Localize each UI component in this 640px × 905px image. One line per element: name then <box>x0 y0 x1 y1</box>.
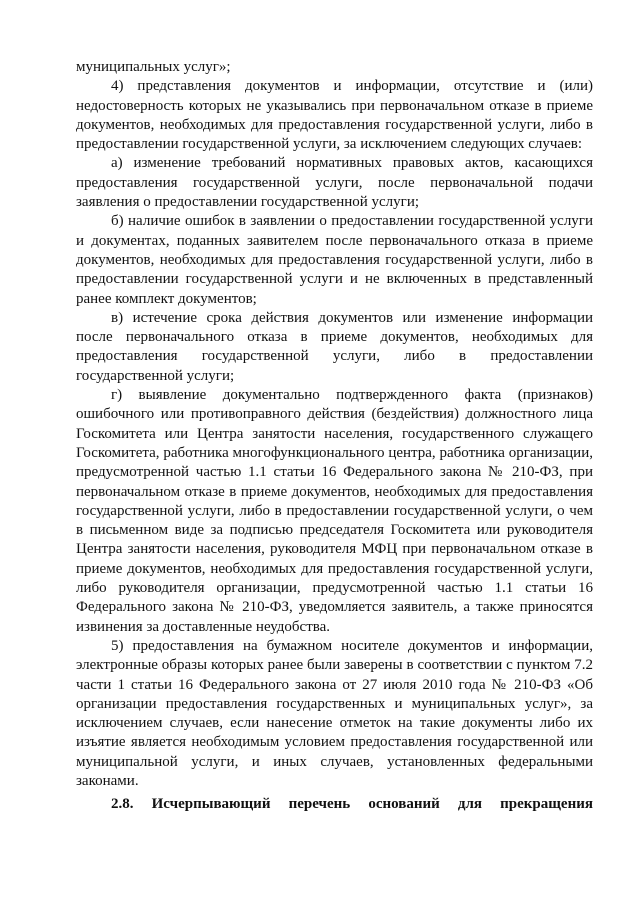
paragraph-item-5: 5) предоставления на бумажном носителе документов и информации, электронные образы которых ранее были заверены в соответствии с пунктом 7.2 части 1 статьи 16 Федерального закона от 27 июля 2010 года № 210-ФЗ «Об организации предоставления государственных и муниципальных услуг», за исключением случаев, если нанесение отметок на такие документы либо их изъятие является необходимым условием предоставления государственной или муниципальной услуги, и иных случаев, установленных федеральными законами. <box>76 637 593 789</box>
paragraph-subitem-g: г) выявление документально подтвержденного факта (признаков) ошибочного или противоправного действия (бездействия) должностного лица Госкомитета или Центра занятости населения, государственного служащего Госкомитета, работника многофункционального центра, работника организации, предусмотренной частью 1.1 статьи 16 Федерального закона № 210-ФЗ, при первоначальном отказе в приеме документов, необходимых для предоставления государственной услуги, либо в предоставлении государственной услуги, о чем в письменном виде за подписью председателя Госкомитета или руководителя Центра занятости населения, руководителя МФЦ при первоначальном отказе в приеме документов, необходимых для предоставления государственной услуги, либо руководителя организации, предусмотренной частью 1.1 статьи 16 Федерального закона № 210-ФЗ, уведомляется заявитель, а также приносятся извинения за доставленные неудобства. <box>76 387 593 635</box>
document-page <box>76 58 593 815</box>
paragraph-subitem-v: в) истечение срока действия документов или изменение информации после первоначального отказа в приеме документов, необходимых для предоставления государственной услуги, либо в предоставлении государственной услуги; <box>76 309 593 384</box>
paragraph-item-4: 4) представления документов и информации, отсутствие и (или) недостоверность которых не указывались при первоначальном отказе в приеме документов, необходимых для предоставления государственной услуги, либо в предоставлении государственной услуги, за исключением следующих случаев: <box>76 78 593 153</box>
paragraph-subitem-a: а) изменение требований нормативных правовых актов, касающихся предоставления государственной услуги, после первоначальной подачи заявления о предоставлении государственной услуги; <box>76 155 593 211</box>
paragraph-subitem-b: б) наличие ошибок в заявлении о предоставлении государственной услуги и документах, поданных заявителем после первоначального отказа в приеме документов, необходимых для предоставления государственной услуги, либо в предоставлении государственной услуги и не включенных в представленный ранее комплект документов; <box>76 213 593 307</box>
section-heading: 2.8. Исчерпывающий перечень оснований для прекращения <box>111 796 593 813</box>
paragraph-continuation: муниципальных услуг»; <box>76 59 231 75</box>
